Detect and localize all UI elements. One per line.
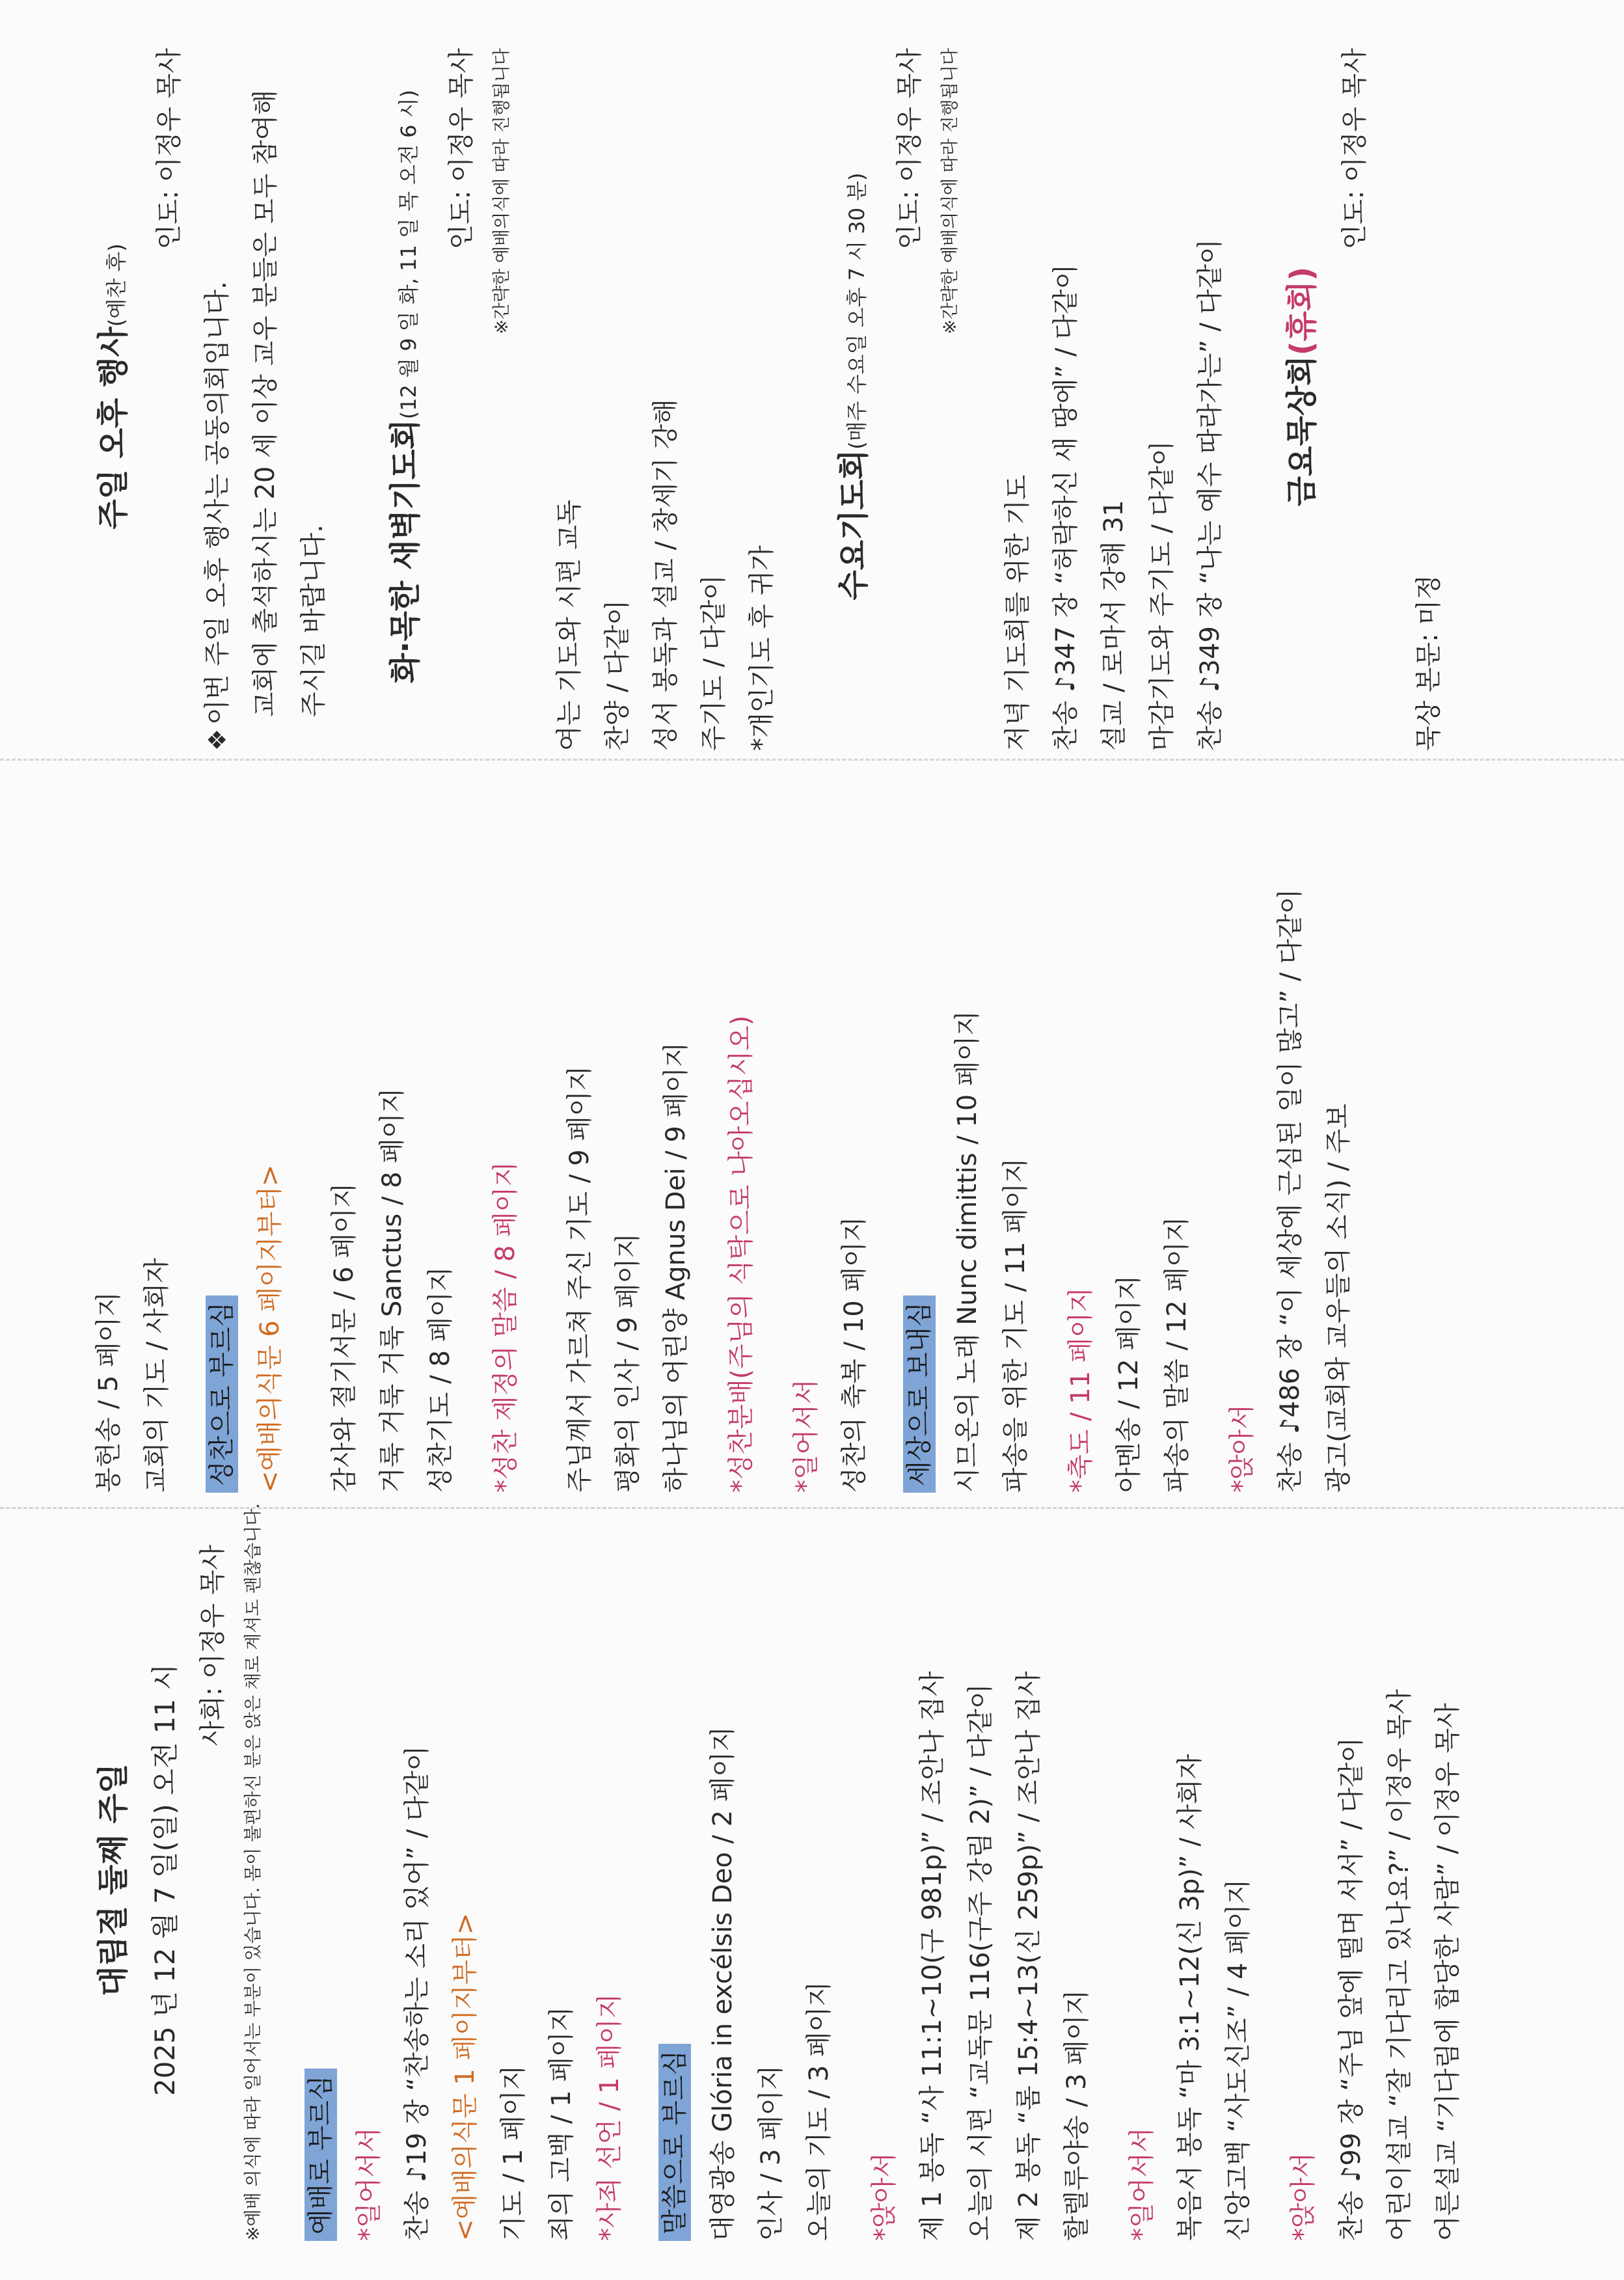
liturgy-start-note: <예배의식문 1 페이지부터> [450,1912,480,2241]
order-item: 시므온의 노래 Nunc dimittis / 10 페이지 [953,1011,982,1493]
dawn-item: 여는 기도와 시편 교독 [554,500,584,751]
benediction: *축도 / 11 페이지 [1066,1287,1096,1493]
announcements: 광고(교회와 교우들의 소식) / 주보 [1323,1104,1353,1493]
afternoon-text: 이번 주일 오후 행사는 공동의회입니다. [202,281,232,725]
column-sacrament [0,770,1624,1493]
dawn-prayer-title: 화·목한 새벽기도회(12 월 9 일 화, 11 일 목 오전 6 시) [387,89,424,684]
dawn-item: 성서 봉독과 설교 / 창세기 강해 [651,399,681,751]
stand-cue: *일어서서 [1127,2127,1157,2241]
wednesday-item: 마감기도와 주기도 / 다같이 [1147,441,1177,751]
order-item: 파송을 위한 기도 / 11 페이지 [1001,1158,1031,1493]
order-item: 교회의 기도 / 사회자 [142,1258,172,1493]
stand-cue: *일어서서 [354,2127,384,2241]
wednesday-prayer-title: 수요기도회(매주 수요일 오후 7 시 30 분) [835,172,872,601]
order-item: 하나님의 어린양 Agnus Dei / 9 페이지 [661,1042,691,1493]
wednesday-note: ※간략한 예배의식에 따라 진행됩니다 [940,48,960,334]
wednesday-leader: 인도: 이정우 목사 [895,48,925,250]
institution-words: *성찬 제정의 말씀 / 8 페이지 [491,1161,521,1493]
section-call-by-word: 말씀으로 부르심 [658,2044,691,2241]
wednesday-item: 찬송 ♪347 장 “허락하신 새 땅에” / 다같이 [1051,264,1081,751]
sit-cue: *앉아서 [1227,1404,1257,1493]
liturgy-start-note: <예배의식문 6 페이지부터> [255,1164,285,1493]
wednesday-item: 저녁 기도회를 위한 기도 [1003,474,1033,751]
sit-cue: *앉아서 [1288,2152,1318,2241]
dawn-leader: 인도: 이정우 목사 [446,48,476,250]
section-sending: 세상으로 보내심 [903,1296,936,1493]
diamond-bullet-icon: ❖ [203,728,232,751]
order-item: 인사 / 3 페이지 [756,2065,786,2241]
service-date: 2025 년 12 월 7 일(일) 오전 11 시 [149,1663,181,2097]
wednesday-item: 찬송 ♪349 장 “나는 예수 따라가는” / 다같이 [1195,239,1225,751]
stand-cue: *일어서서 [791,1379,821,1493]
order-item: 감사와 절기서문 / 6 페이지 [329,1182,359,1493]
absolution: *사죄 선언 / 1 페이지 [595,1993,625,2241]
order-item: 봉헌송 / 5 페이지 [94,1292,124,1493]
service-leader: 사회: 이정우 목사 [198,1545,228,1746]
gospel-item: 복음서 봉독 “마 3:1~12(신 3p)” / 사회자 [1175,1754,1205,2241]
dawn-note: ※간략한 예배의식에 따라 진행됩니다 [492,48,512,334]
section-call-to-sacrament: 성찬으로 부르심 [206,1296,238,1493]
reading-item: 할렐루야송 / 3 페이지 [1062,1989,1092,2241]
friday-leader: 인도: 이정우 목사 [1340,48,1370,250]
section-call-to-worship: 예배로 부르심 [304,2069,337,2241]
column-worship-order [0,1503,1624,2241]
order-item: 평화의 인사 / 9 페이지 [613,1233,643,1493]
afternoon-leader: 인도: 이정우 목사 [154,48,184,250]
gospel-item: 신앙고백 “사도신조” / 4 페이지 [1223,1879,1253,2241]
order-item: 성찬기도 / 8 페이지 [426,1266,455,1493]
friday-meditation-title: 금요묵상회(휴회) [1284,266,1320,507]
opening-hymn: 찬송 ♪19 장 “찬송하는 소리 있어” / 다같이 [402,1745,432,2241]
order-item: 기도 / 1 페이지 [498,2065,528,2241]
closing-hymn: 찬송 ♪486 장 “이 세상에 근심된 일이 많고” / 다같이 [1275,888,1305,1493]
reading-item: 제 2 봉독 “롬 15:4~13(신 259p)” / 조안나 집사 [1014,1671,1044,2241]
sermon-item: 어린이설교 “잘 기다리고 있나요?” / 이정우 목사 [1385,1689,1414,2241]
dawn-item: 찬양 / 다같이 [602,599,632,751]
order-item: 파송의 말씀 / 12 페이지 [1162,1216,1192,1493]
communion-blessing: 성찬의 축복 / 10 페이지 [839,1216,869,1493]
order-item: 아멘송 / 12 페이지 [1114,1275,1144,1493]
order-item: 대영광송 Glória in excélsis Deo / 2 페이지 [708,1726,738,2241]
afternoon-event-title: 주일 오후 행사(예찬 후) [95,243,131,530]
reading-item: 제 1 봉독 “사 11:1~10(구 981p)” / 조안나 집사 [917,1671,947,2241]
friday-text: 묵상 본문: 미정 [1414,575,1444,751]
sit-cue: *앉아서 [869,2152,899,2241]
dawn-item: 주기도 / 다같이 [699,575,729,751]
order-item: 거룩 거룩 거룩 Sanctus / 8 페이지 [377,1087,407,1493]
order-item: 주님께서 가르쳐 주신 기도 / 9 페이지 [565,1065,595,1493]
dawn-item: *개인기도 후 귀가 [747,545,777,751]
sermon-item: 어른설교 “기다림에 합당한 사람” / 이정우 목사 [1433,1703,1463,2241]
order-item: 죄의 고백 / 1 페이지 [547,2006,576,2241]
afternoon-text: 교회에 출석하시는 20 세 이상 교우 분들은 모두 참여해 [250,89,280,717]
order-item: 오늘의 기도 / 3 페이지 [804,1981,834,2241]
reading-item: 오늘의 시편 “교독문 116(구주 강림 2)” / 다같이 [966,1683,995,2241]
fold-line-2 [0,759,1624,761]
afternoon-text: 주시길 바랍니다. [299,524,329,717]
sermon-item: 찬송 ♪99 장 “주님 앞에 떨며 서서” / 다같이 [1336,1737,1366,2241]
communion-distribution: *성찬분배(주님의 식탁으로 나아오십시오) [726,1015,756,1493]
wednesday-item: 설교 / 로마서 강해 31 [1099,500,1129,751]
column-weekly-events [0,22,1624,751]
standing-note: ※예배 의식에 따라 일어서는 부분이 있습니다. 몸이 불편하신 분은 앉은 채로 계셔도 괜찮습니다. [243,1503,264,2241]
service-title: 대림절 둘째 주일 [95,1763,131,1996]
